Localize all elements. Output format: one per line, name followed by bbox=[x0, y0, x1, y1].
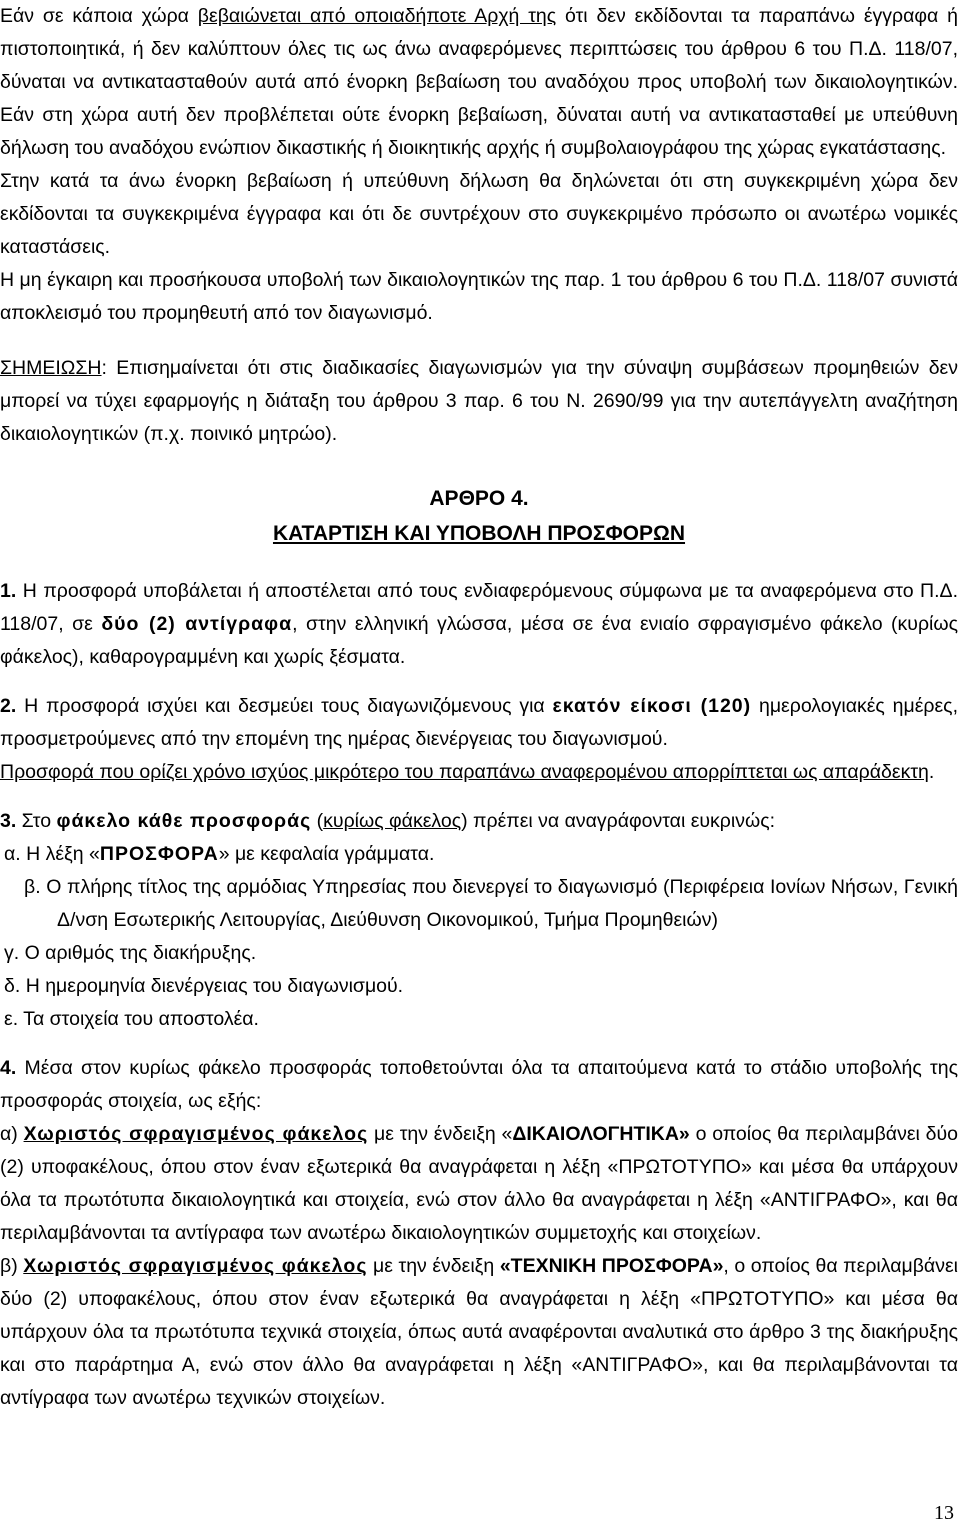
sub-item-text: με την ένδειξη « bbox=[368, 1123, 513, 1145]
article-heading: ΚΑΤΑΡΤΙΣΗ ΚΑΙ ΥΠΟΒΟΛΗ ΠΡΟΣΦΟΡΩΝ bbox=[272, 522, 686, 545]
item-3 bbox=[0, 805, 958, 838]
item-text: , στην ελληνική γλώσσα, μέσα σε ένα ενιαίο σφραγισμένο φάκελο (κυρίως φάκελος), καθαρογραμμένη και χωρίς ξέσματα. bbox=[0, 613, 958, 668]
item-bold-text: φάκελο κάθε προσφοράς bbox=[56, 810, 312, 832]
sub-item-bold-text: Χωριστός σφραγισμένος φάκελος bbox=[23, 1255, 368, 1277]
item-text: Μέσα στον κυρίως φάκελο προσφοράς τοποθετούνται όλα τα απαιτούμενα κατά το στάδιο υποβολής της προσφοράς στοιχεία, ως εξής: bbox=[0, 1057, 958, 1112]
underlined-phrase: βεβαιώνεται από οποιαδήποτε Αρχή της bbox=[197, 5, 557, 27]
item-text: . bbox=[928, 761, 935, 783]
paragraph-foreign-certification bbox=[0, 0, 958, 165]
item-number: 2. bbox=[0, 695, 17, 717]
sub-item-bold-text: Χωριστός σφραγισμένος φάκελος bbox=[23, 1123, 369, 1145]
item-2 bbox=[0, 690, 958, 756]
paragraph-sworn-statement: Στην κατά τα άνω ένορκη βεβαίωση ή υπεύθυνη δήλωση θα δηλώνεται ότι στη συγκεκριμένη χώρα δεν εκδίδονται τα συγκεκριμένα έγγραφα και ότι δε συντρέχουν στο συγκεκριμένο πρόσωπο οι ανωτέρω νομικές καταστάσεις. bbox=[0, 170, 958, 258]
item-3-sub-e: ε. Τα στοιχεία του αποστολέα. bbox=[4, 1008, 259, 1030]
item-text: Η προσφορά ισχύει και δεσμεύει τους διαγωνιζόμενους για bbox=[16, 695, 553, 717]
paragraph-exclusion: Η μη έγκαιρη και προσήκουσα υποβολή των δικαιολογητικών της παρ. 1 του άρθρου 6 του Π.Δ. 118/07 συνιστά αποκλεισμό του προμηθευτή από τον διαγωνισμό. bbox=[0, 269, 958, 324]
item-bold-text: εκατόν είκοσι (120) bbox=[552, 695, 752, 717]
sub-item-label: «ΤΕΧΝΙΚΗ ΠΡΟΣΦΟΡΑ» bbox=[499, 1255, 724, 1277]
item-text: ( bbox=[311, 810, 324, 832]
item-text: Η προσφορά υποβάλεται ή αποστέλεται από τους ενδιαφερόμενους σύμφωνα με τα αναφερόμενα στο Π.Δ. 118/07, σε bbox=[0, 580, 958, 635]
sub-item-text: με την ένδειξη bbox=[367, 1255, 500, 1277]
underlined-phrase: κυρίως φάκελος bbox=[323, 810, 462, 832]
item-4-sub-a bbox=[0, 1118, 958, 1250]
item-3-sub-a bbox=[0, 838, 958, 871]
article-number: ΑΡΘΡΟ 4. bbox=[429, 487, 529, 510]
sub-item-text: , ο οποίος θα περιλαμβάνει δύο (2) υποφακέλους, όπου στον έναν εξωτερικά θα αναγράφεται η λέξη «ΠΡΩΤΟΤΥΠΟ» και μέσα θα υπάρχουν όλα τα πρωτότυπα τεχνικά στοιχεία, όπως αυτά αναφέρονται αναλυτικά στο άρθρο 3 της διακήρυξης και στο παράρτημα Α, ενώ στον άλλο θα αναγράφεται η λέξη «ΑΝΤΙΓΡΑΦΟ», και θα περιλαμβάνονται τα αντίγραφα των ανωτέρω τεχνικών στοιχείων. bbox=[0, 1255, 958, 1409]
item-3-sub-c: γ. Ο αριθμός της διακήρυξης. bbox=[4, 942, 257, 964]
item-text: ) πρέπει να αναγράφονται ευκρινώς: bbox=[461, 810, 776, 832]
paragraph-text: ότι δεν εκδίδονται τα παραπάνω έγγραφα ή πιστοποιητικά, ή δεν καλύπτουν όλες τις ως άνω αναφερόμενες περιπτώσεις του άρθρου 6 του Π.Δ. 118/07, δύναται να αντικατασταθούν αυτά από ένορκη βεβαίωση του αναδόχου προς υποβολή των δικαιολογητικών. Εάν στη χώρα αυτή δεν προβλέπεται ούτε ένορκη βεβαίωση, δύναται αυτή να αντικατασταθεί με υπεύθυνη δήλωση του αναδόχου ενώπιον δικαστικής ή διοικητικής αρχής ή συμβολαιογράφου της χώρας εγκατάστασης. bbox=[0, 5, 959, 159]
item-3-sub-b: β. Ο πλήρης τίτλος της αρμόδιας Υπηρεσίας που διενεργεί το διαγωνισμό (Περιφέρεια Ιονίων Νήσων, Γενική Δ/νση Εσωτερικής Λειτουργίας, Διεύθυνση Οικονομικού, Τμήμα Προμηθειών) bbox=[24, 876, 958, 931]
page-number: 13 bbox=[934, 1502, 954, 1524]
paragraph-text: Εάν σε κάποια χώρα bbox=[0, 5, 198, 27]
item-text: ημερολογιακές ημέρες, προσμετρούμενες από την επομένη της ημέρας διενέργειας του διαγωνισμού. bbox=[0, 695, 958, 750]
item-1 bbox=[0, 575, 958, 674]
note-label: ΣΗΜΕΙΩΣΗ bbox=[0, 357, 102, 379]
sub-item-label: ΔΙΚΑΙΟΛΟΓΗΤΙΚΑ» bbox=[512, 1123, 690, 1145]
item-4 bbox=[0, 1052, 958, 1118]
item-4-sub-b bbox=[0, 1250, 958, 1415]
item-bold-text: δύο (2) αντίγραφα bbox=[101, 613, 293, 635]
sub-item-bold-text: ΠΡΟΣΦΟΡΑ bbox=[99, 843, 219, 865]
item-number: 3. bbox=[0, 810, 17, 832]
sub-item-prefix: α) bbox=[0, 1123, 24, 1145]
item-number: 1. bbox=[0, 580, 17, 602]
note-paragraph bbox=[0, 352, 958, 451]
sub-item-prefix: β) bbox=[0, 1255, 24, 1277]
underlined-phrase: Προσφορά που ορίζει χρόνο ισχύος μικρότερο του παραπάνω αναφερομένου απορρίπτεται ως απαράδεκτη bbox=[0, 761, 929, 783]
article-heading-line bbox=[0, 516, 958, 551]
note-text: : Επισημαίνεται ότι στις διαδικασίες διαγωνισμών για την σύναψη συμβάσεων προμηθειών δεν μπορεί να τύχει εφαρμογής η διάταξη του άρθρου 3 παρ. 6 του Ν. 2690/99 για την αυτεπάγγελτη αναζήτηση δικαιολογητικών (π.χ. ποινικό μητρώο). bbox=[0, 357, 958, 445]
sub-item-text: ο οποίος θα περιλαμβάνει δύο (2) υποφακέλους, όπου στον έναν εξωτερικά θα αναγράφεται η λέξη «ΠΡΩΤΟΤΥΠΟ» και μέσα θα υπάρχουν όλα τα πρωτότυπα δικαιολογητικά και στοιχεία, ενώ στον άλλο θα αναγράφεται η λέξη «ΑΝΤΙΓΡΑΦΟ», και θα περιλαμβάνονται τα αντίγραφα των ανωτέρω δικαιολογητικών συμμετοχής και στοιχείων. bbox=[0, 1123, 958, 1244]
item-text: Στο bbox=[16, 810, 57, 832]
sub-item-text: α. Η λέξη « bbox=[4, 843, 100, 865]
item-2-validity-note bbox=[0, 756, 958, 789]
item-3-sub-d: δ. Η ημερομηνία διενέργειας του διαγωνισμού. bbox=[4, 975, 404, 997]
item-number: 4. bbox=[0, 1057, 17, 1079]
sub-item-text: » με κεφαλαία γράμματα. bbox=[218, 843, 435, 865]
